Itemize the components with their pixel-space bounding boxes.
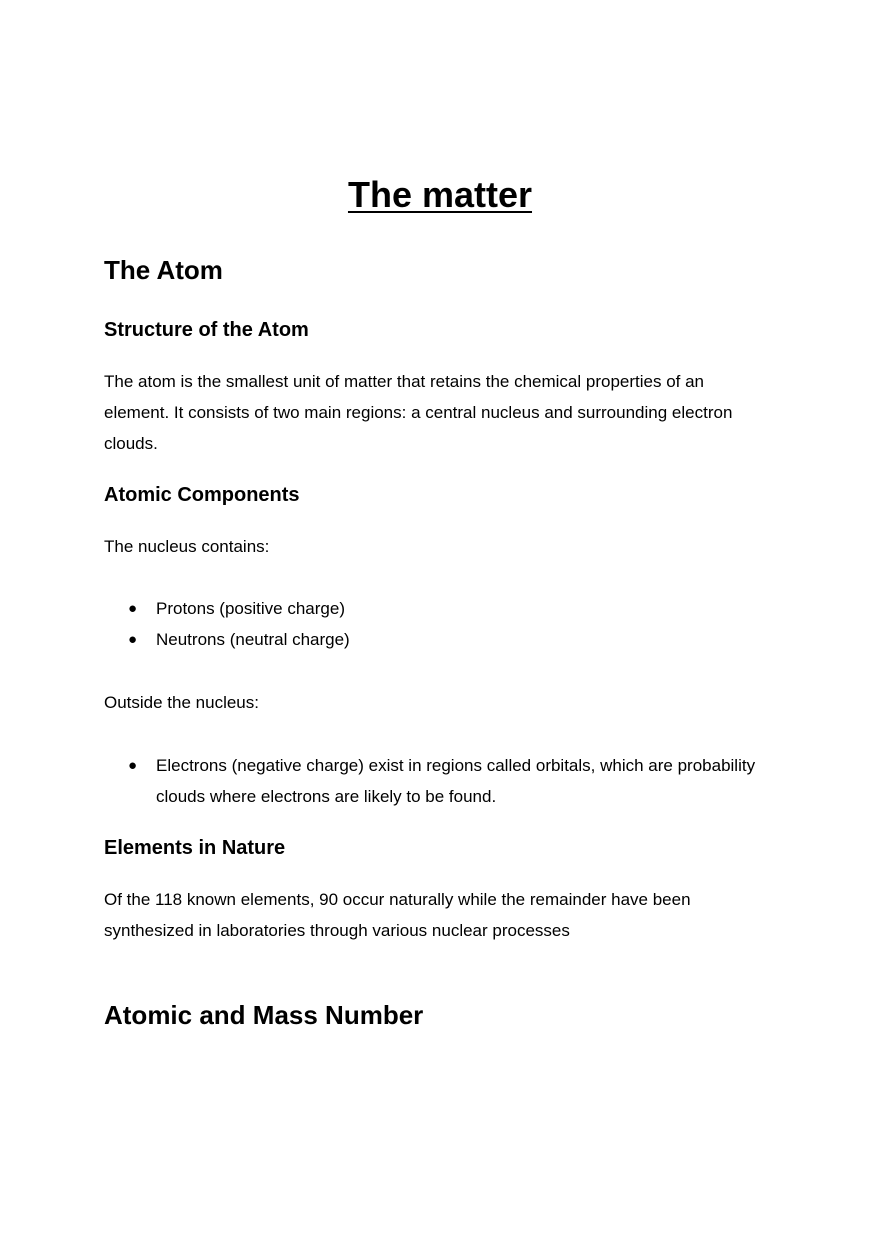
elements-paragraph bbox=[104, 884, 784, 946]
structure-line-3: clouds. bbox=[104, 434, 158, 453]
section-heading-atomic-and-mass-number: Atomic and Mass Number bbox=[104, 1000, 424, 1030]
structure-paragraph bbox=[104, 366, 784, 459]
outside-list bbox=[104, 750, 784, 812]
bullet-icon: ● bbox=[128, 631, 138, 648]
list-item bbox=[104, 593, 784, 624]
structure-line-1: The atom is the smallest unit of matter that retains the chemical properties of an bbox=[104, 372, 705, 391]
nucleus-item-neutrons: Neutrons (neutral charge) bbox=[156, 630, 350, 649]
structure-line-2: element. It consists of two main regions: a central nucleus and surrounding electron bbox=[104, 403, 733, 422]
list-item bbox=[104, 750, 784, 812]
subheading-atomic-components: Atomic Components bbox=[104, 484, 300, 506]
document-title-text: The matter bbox=[347, 174, 533, 215]
subheading-structure-of-the-atom: Structure of the Atom bbox=[104, 319, 309, 341]
bullet-icon: ● bbox=[128, 600, 138, 617]
outside-item-line-1: Electrons (negative charge) exist in regions called orbitals, which are probability bbox=[156, 756, 756, 775]
list-item bbox=[104, 624, 784, 655]
section-heading-the-atom: The Atom bbox=[104, 255, 223, 285]
outside-item-line-2: clouds where electrons are likely to be found. bbox=[156, 787, 497, 806]
elements-line-2: synthesized in laboratories through various nuclear processes bbox=[104, 921, 570, 940]
nucleus-list bbox=[104, 593, 784, 655]
bullet-icon: ● bbox=[128, 757, 138, 774]
elements-line-1: Of the 118 known elements, 90 occur naturally while the remainder have been bbox=[104, 890, 691, 909]
outside-intro: Outside the nucleus: bbox=[104, 693, 259, 712]
document-title bbox=[0, 172, 880, 218]
subheading-elements-in-nature: Elements in Nature bbox=[104, 837, 286, 859]
nucleus-item-protons: Protons (positive charge) bbox=[156, 599, 345, 618]
nucleus-intro: The nucleus contains: bbox=[104, 537, 270, 556]
